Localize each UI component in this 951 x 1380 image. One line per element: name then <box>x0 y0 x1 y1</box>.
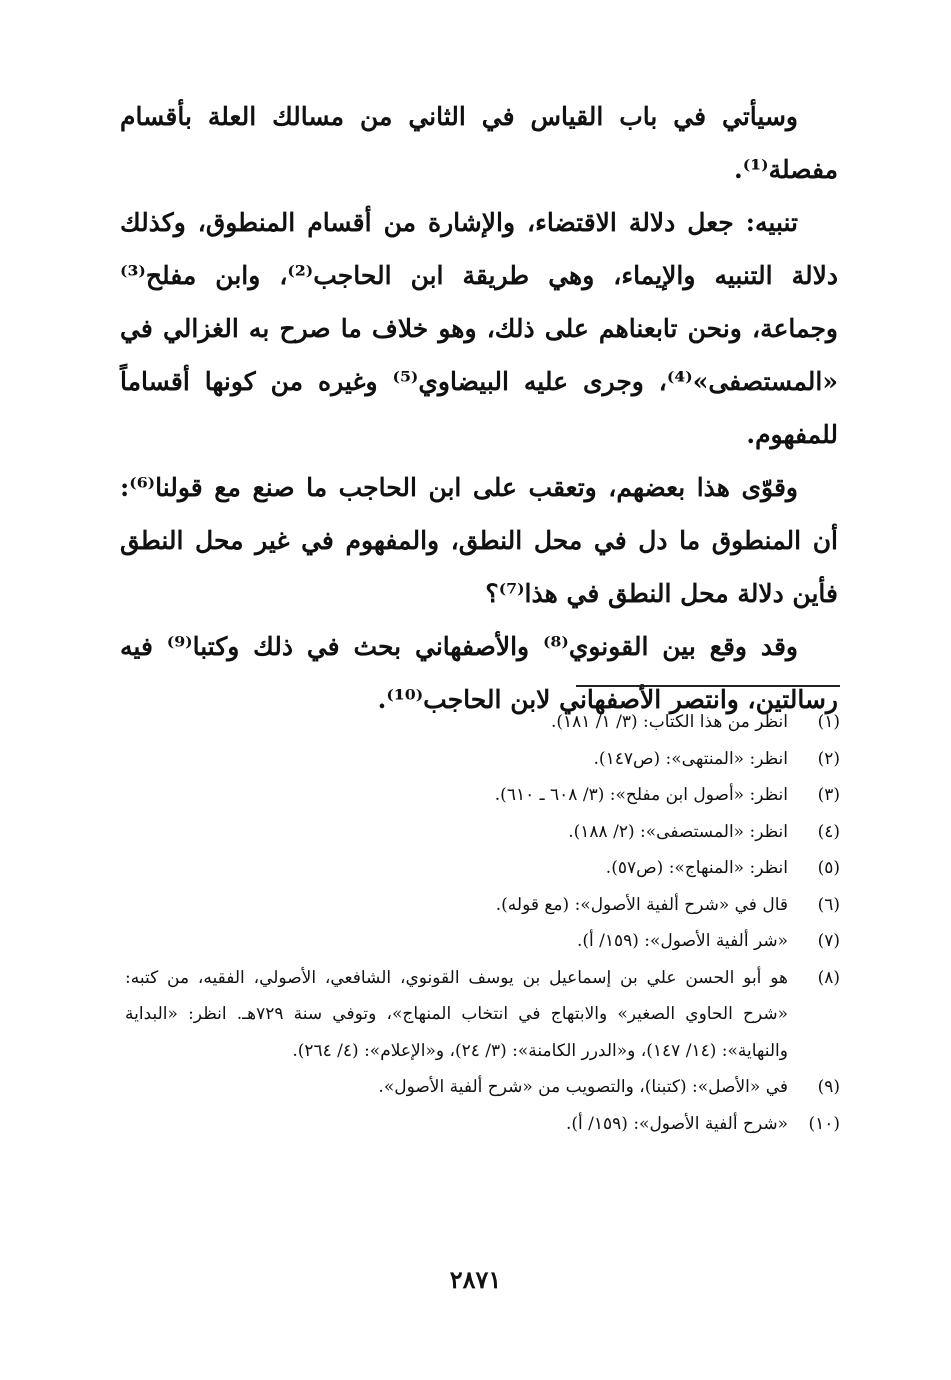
footnote-7 <box>125 923 840 960</box>
paragraph-4: وقد وقع بين القونوي⁽⁸⁾ والأصفهاني بحث في ذلك وكتبا⁽⁹⁾ فيه رسالتين، وانتصر الأصفهاني لابن الحاجب⁽¹⁰⁾. <box>120 632 838 714</box>
footnote-6 <box>125 887 840 924</box>
footnote-text: انظر: «المنتهى»: (ص١٤٧). <box>593 748 788 769</box>
footnote-number: (٢) <box>817 748 840 769</box>
footnote-4 <box>125 814 840 851</box>
footnote-8 <box>125 960 840 1070</box>
footnote-2 <box>125 741 840 778</box>
footnote-separator <box>576 685 840 687</box>
footnote-text: انظر: «المستصفى»: (٢/ ١٨٨). <box>568 821 788 842</box>
footnote-text: «شرح ألفية الأصول»: (١٥٩/ أ). <box>565 1113 788 1134</box>
footnote-text: انظر من هذا الكتاب: (٣/ ١/ ١٨١). <box>550 712 788 732</box>
footnote-text: انظر: «المنهاج»: (ص٥٧). <box>605 858 788 878</box>
footnote-number: (١) <box>817 712 840 732</box>
footnote-3 <box>125 777 840 814</box>
paragraph-3: وقوّى هذا بعضهم، وتعقب على ابن الحاجب ما صنع مع قولنا⁽⁶⁾: أن المنطوق ما دل في محل النطق، والمفهوم في غير محل النطق فأين دلالة محل النطق في هذا⁽⁷⁾؟ <box>120 473 838 608</box>
footnote-number: (٣) <box>817 785 840 805</box>
footnote-text: هو أبو الحسن علي بن إسماعيل بن يوسف القونوي، الشافعي، الأصولي، الفقيه، من كتبه: «شرح الحاوي الصغير» والابتهاج في انتخاب المنهاج»، وتوفي سنة ٧٢٩هـ. انظر: «البداية والنهاية»: (١٤/ ١٤٧)، و«الدرر الكامنة»: (٣/ ٢٤)، و«الإعلام»: (٤/ ٢٦٤). <box>125 967 788 1061</box>
footnote-10 <box>125 1106 840 1143</box>
footnote-text: انظر: «أصول ابن مفلح»: (٣/ ٦٠٨ ـ ٦١٠). <box>494 785 788 805</box>
footnote-number: (٥) <box>817 858 840 878</box>
footnote-number: (١٠) <box>808 1113 840 1134</box>
footnote-number: (٧) <box>817 931 840 951</box>
page-number: ٢٨٧١ <box>449 1265 502 1294</box>
footnote-number: (٦) <box>817 894 840 915</box>
footnote-9 <box>125 1069 840 1106</box>
footnote-number: (٨) <box>817 967 840 988</box>
footnote-1 <box>125 704 840 741</box>
paragraph-1: وسيأتي في باب القياس في الثاني من مسالك العلة بأقسام مفصلة⁽¹⁾. <box>120 102 838 184</box>
footnote-text: «شر ألفية الأصول»: (١٥٩/ أ). <box>576 931 788 951</box>
footnote-number: (٩) <box>817 1077 840 1097</box>
paragraph-2: تنبيه: جعل دلالة الاقتضاء، والإشارة من أقسام المنطوق، وكذلك دلالة التنبيه والإيماء، وهي طريقة ابن الحاجب⁽²⁾، وابن مفلح⁽³⁾ وجماعة، ونحن تابعناهم على ذلك، وهو خلاف ما صرح به الغزالي في «المستصفى»⁽⁴⁾، وجرى عليه البيضاوي⁽⁵⁾ وغيره من كونها أقساماً للمفهوم. <box>120 208 838 449</box>
footnote-text: قال في «شرح ألفية الأصول»: (مع قوله). <box>495 894 788 915</box>
footnote-text: في «الأصل»: (كتبنا)، والتصويب من «شرح ألفية الأصول». <box>378 1077 788 1097</box>
footnote-number: (٤) <box>817 821 840 842</box>
footnotes-list <box>125 704 840 1142</box>
main-text <box>120 90 838 726</box>
footnote-5 <box>125 850 840 887</box>
